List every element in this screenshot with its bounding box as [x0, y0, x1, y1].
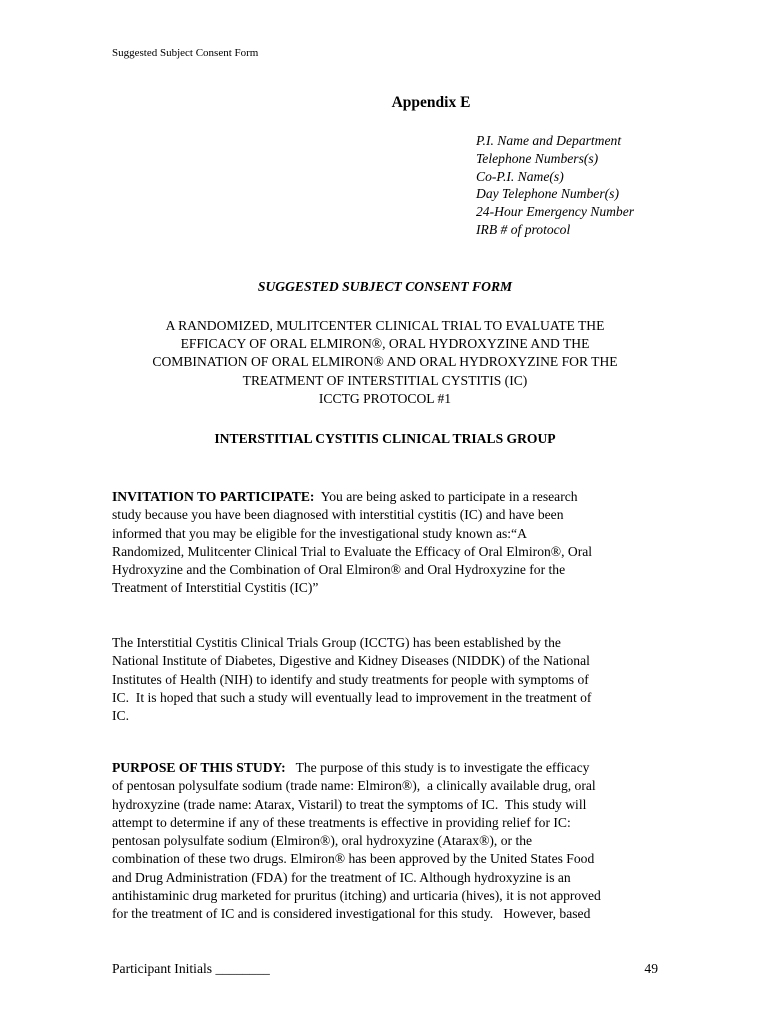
trial-title-line: TREATMENT OF INTERSTITIAL CYSTITIS (IC) [242, 372, 528, 388]
invitation-heading: INVITATION TO PARTICIPATE: [112, 489, 315, 504]
paragraph-line: Treatment of Interstitial Cystitis (IC)” [112, 580, 319, 596]
trial-title-line: EFFICACY OF ORAL ELMIRON®, ORAL HYDROXYZINE AND THE [180, 336, 590, 352]
trial-title [112, 317, 658, 408]
participant-initials-field: Participant Initials ________ [112, 961, 270, 976]
page-number: 49 [644, 961, 658, 976]
paragraph-line: hydroxyzine (trade name: Atarax, Vistaril) to treat the symptoms of IC. This study will [112, 796, 587, 812]
paragraph-line: Institutes of Health (NIH) to identify and study treatments for people with symptoms of [112, 671, 589, 687]
paragraph-line: attempt to determine if any of these treatments is effective in providing relief for IC: [112, 814, 571, 830]
paragraph-line: for the treatment of IC and is considered investigational for this study. However, based [112, 906, 591, 922]
paragraph-line: National Institute of Diabetes, Digestive and Kidney Diseases (NIDDK) of the National [112, 653, 590, 669]
paragraph-line [112, 488, 664, 506]
contact-line: Co-P.I. Name(s) [476, 168, 564, 184]
contact-line: IRB # of protocol [476, 221, 571, 237]
paragraph-line: study because you have been diagnosed with interstitial cystitis (IC) and have been [112, 507, 564, 523]
purpose-paragraph [112, 759, 664, 924]
trial-title-line: COMBINATION OF ORAL ELMIRON® AND ORAL HYDROXYZINE FOR THE [152, 354, 618, 370]
form-title: SUGGESTED SUBJECT CONSENT FORM [257, 279, 513, 294]
paragraph-line: The Interstitial Cystitis Clinical Trials Group (ICCTG) has been established by the [112, 635, 561, 650]
background-paragraph [112, 634, 664, 725]
paragraph-line: antihistaminic drug marketed for pruritus (itching) and urticaria (hives), it is not approved [112, 888, 601, 904]
purpose-heading: PURPOSE OF THIS STUDY: [112, 760, 286, 775]
paragraph-text: The purpose of this study is to investigate the efficacy [285, 760, 590, 775]
contact-line: Day Telephone Number(s) [476, 186, 619, 202]
paragraph-line: pentosan polysulfate sodium (Elmiron®), oral hydroxyzine (Atarax®), or the [112, 833, 533, 849]
paragraph-line: IC. [112, 708, 129, 724]
paragraph-line: and Drug Administration (FDA) for the treatment of IC. Although hydroxyzine is an [112, 869, 571, 885]
paragraph-line: IC. It is hoped that such a study will eventually lead to improvement in the treatment of [112, 689, 592, 705]
contact-line: Telephone Numbers(s) [476, 150, 599, 166]
paragraph-text: You are being asked to participate in a research [314, 489, 578, 504]
contact-line: 24-Hour Emergency Number [476, 204, 635, 220]
appendix-title: Appendix E [391, 94, 471, 111]
paragraph-line: Hydroxyzine and the Combination of Oral Elmiron® and Oral Hydroxyzine for the [112, 562, 566, 578]
group-title: INTERSTITIAL CYSTITIS CLINICAL TRIALS GROUP [214, 431, 556, 446]
contact-line: P.I. Name and Department [476, 133, 622, 148]
paragraph-line: Randomized, Mulitcenter Clinical Trial to Evaluate the Efficacy of Oral Elmiron®, Oral [112, 543, 593, 559]
paragraph-line: of pentosan polysulfate sodium (trade name: Elmiron®), a clinically available drug, oral [112, 778, 596, 794]
paragraph-line: combination of these two drugs. Elmiron® has been approved by the United States Food [112, 851, 595, 867]
paragraph-line [112, 759, 664, 777]
invitation-paragraph [112, 488, 664, 598]
trial-title-line: A RANDOMIZED, MULITCENTER CLINICAL TRIAL TO EVALUATE THE [165, 318, 605, 333]
protocol-number: ICCTG PROTOCOL #1 [318, 390, 452, 406]
paragraph-line: informed that you may be eligible for the investigational study known as:“A [112, 525, 527, 541]
contact-block [476, 132, 634, 239]
running-header: Suggested Subject Consent Form [112, 47, 259, 59]
